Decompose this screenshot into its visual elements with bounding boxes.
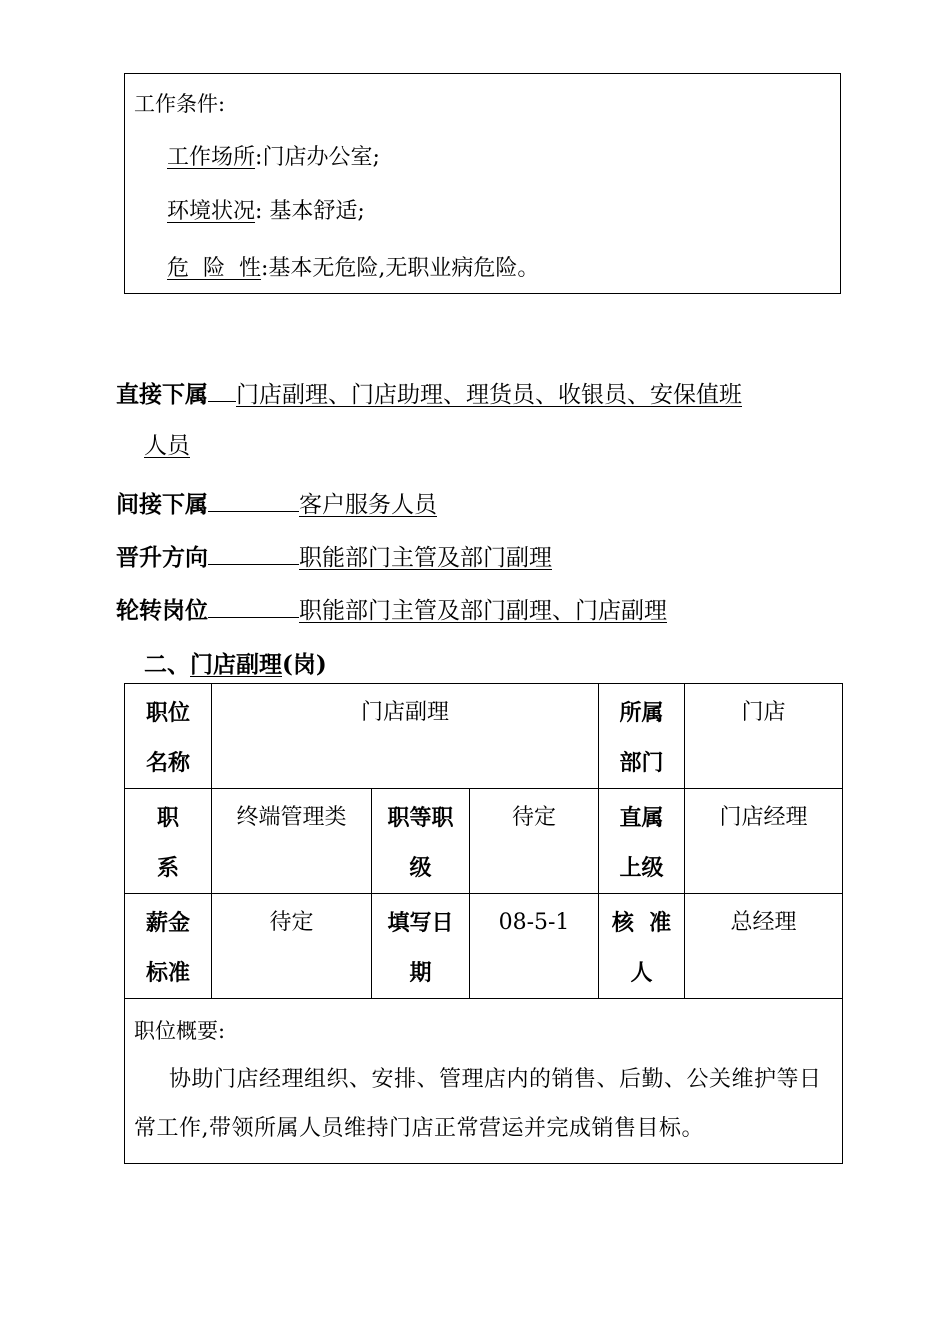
table-cell-label: 核 准 人	[599, 894, 685, 999]
work-conditions-title: 工作条件:	[134, 92, 226, 116]
table-cell-value: 门店副理	[212, 684, 599, 789]
indirect-subordinates-value: 客户服务人员	[299, 492, 437, 518]
table-cell-value: 门店经理	[685, 789, 843, 894]
table-row	[125, 894, 843, 999]
promotion-direction	[116, 539, 552, 572]
table-cell-label: 直属 上级	[599, 789, 685, 894]
position-summary-cell	[125, 999, 843, 1164]
direct-subordinates	[116, 376, 742, 409]
table-cell-value: 总经理	[685, 894, 843, 999]
position-info-table	[124, 683, 843, 1164]
direct-subordinates-label: 直接下属	[116, 381, 208, 408]
table-cell-label: 职等职 级	[372, 789, 470, 894]
condition-value: 门店办公室;	[262, 145, 380, 170]
condition-label: 工作场所	[167, 145, 256, 170]
indirect-subordinates-label: 间接下属	[116, 491, 208, 518]
table-cell-value: 待定	[212, 894, 372, 999]
direct-subordinates-value: 门店副理、门店助理、理货员、收银员、安保值班	[236, 382, 742, 408]
table-cell-value: 门店	[685, 684, 843, 789]
section-title-text: 门店副理	[190, 651, 282, 678]
section-title: 二、门店副理(岗)	[144, 651, 327, 678]
condition-label: 危 险 性	[167, 256, 261, 281]
table-cell-label: 职位 名称	[125, 684, 212, 789]
condition-value: 基本无危险,无职业病危险。	[268, 256, 540, 281]
rotation-position	[116, 592, 667, 625]
table-row	[125, 789, 843, 894]
promotion-direction-value: 职能部门主管及部门副理	[299, 545, 552, 571]
direct-subordinates-continued: 人员	[144, 433, 190, 459]
rotation-position-label: 轮转岗位	[116, 597, 208, 624]
table-cell-value: 待定	[470, 789, 599, 894]
indirect-subordinates	[116, 486, 437, 519]
table-cell-label: 填写日 期	[372, 894, 470, 999]
condition-label: 环境状况	[167, 199, 256, 224]
table-cell-label: 所属 部门	[599, 684, 685, 789]
position-summary-text: 协助门店经理组织、安排、管理店内的销售、后勤、公关维护等日常工作,带领所属人员维持门店正常营运并完成销售目标。	[134, 1067, 822, 1141]
table-cell-label: 职 系	[125, 789, 212, 894]
promotion-direction-label: 晋升方向	[116, 544, 208, 571]
condition-value: 基本舒适;	[269, 199, 365, 224]
condition-workplace: 工作场所:门店办公室;	[167, 145, 380, 170]
rotation-position-value: 职能部门主管及部门副理、门店副理	[299, 598, 667, 624]
position-summary-title: 职位概要:	[134, 1019, 226, 1043]
work-conditions-box	[124, 73, 841, 294]
table-cell-value: 08-5-1	[470, 894, 599, 999]
table-row-summary	[125, 999, 843, 1164]
table-cell-value: 终端管理类	[212, 789, 372, 894]
table-row	[125, 684, 843, 789]
condition-environment: 环境状况: 基本舒适;	[167, 199, 365, 224]
table-cell-label: 薪金 标准	[125, 894, 212, 999]
condition-risk: 危 险 性:基本无危险,无职业病危险。	[167, 256, 540, 281]
